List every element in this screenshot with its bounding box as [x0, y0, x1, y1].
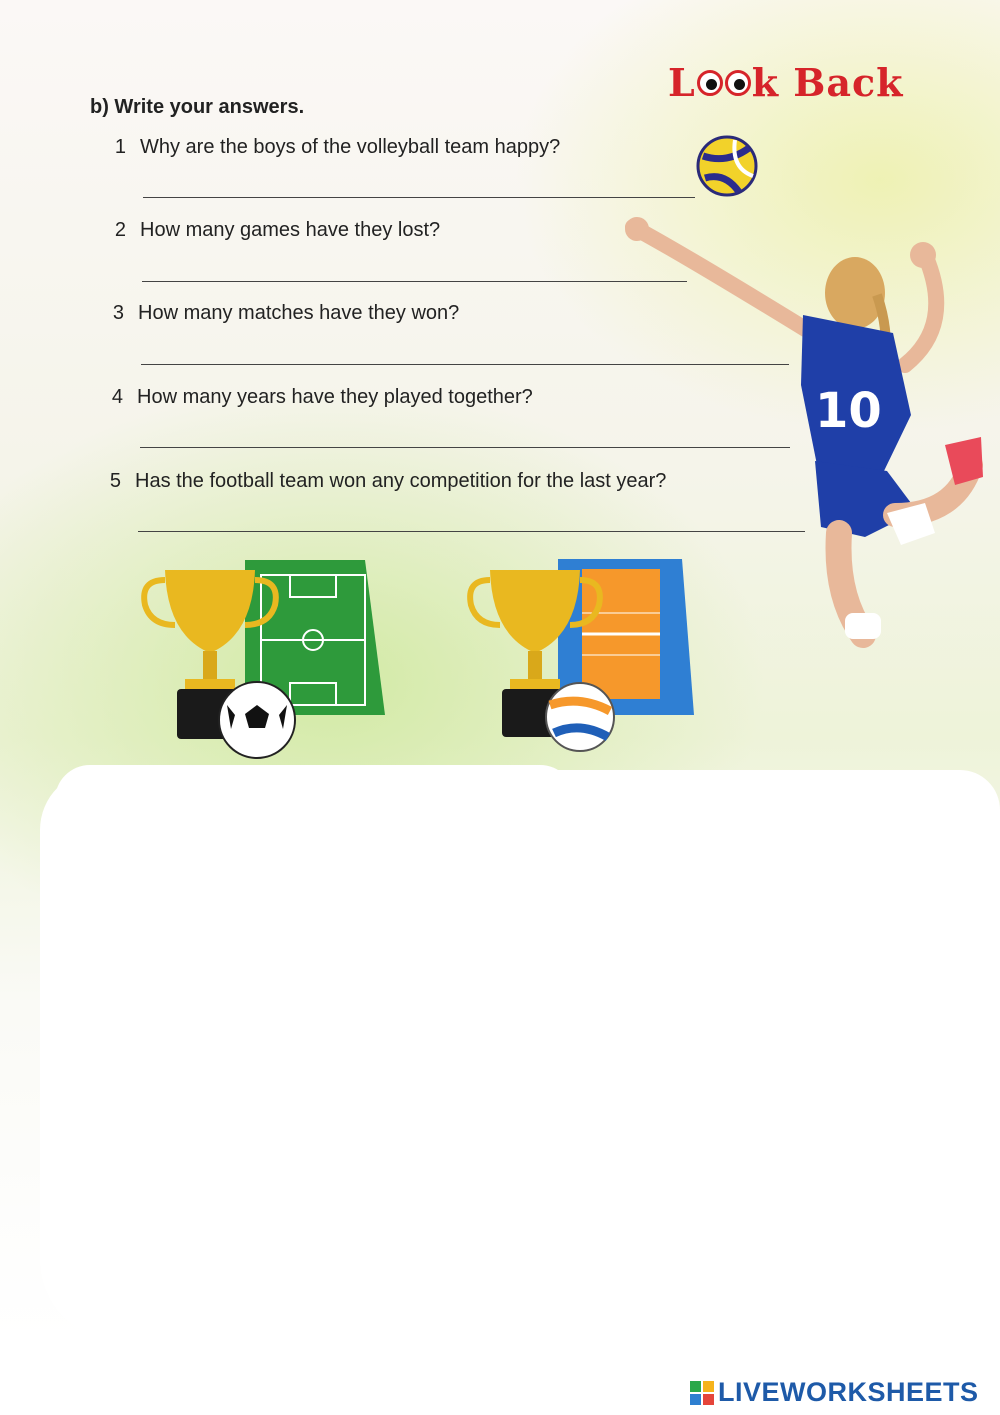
answer-line-1[interactable] [143, 197, 695, 198]
question-4 [107, 386, 533, 409]
volleyball-trophy-illustration [462, 555, 702, 755]
volleyball-icon [695, 134, 759, 198]
question-number: 1 [114, 136, 126, 158]
look-back-heading [668, 60, 903, 105]
liveworksheets-icon [690, 1381, 714, 1405]
question-number: 4 [111, 386, 123, 408]
answer-line-2[interactable] [142, 281, 687, 282]
question-text: How many games have they lost? [140, 219, 441, 241]
question-number: 2 [114, 219, 126, 241]
eye-icon [697, 70, 723, 96]
question-text: Why are the boys of the volleyball team happy? [140, 136, 561, 158]
question-2 [110, 219, 440, 242]
question-text: Has the football team won any competition for the last year? [135, 470, 667, 492]
question-text: How many matches have they won? [138, 302, 460, 324]
section-title: b) Write your answers. [90, 96, 305, 118]
jersey-number: 10 [815, 383, 882, 439]
question-5 [105, 470, 666, 493]
erased-area-top [55, 765, 575, 835]
eye-icon [725, 70, 751, 96]
question-number: 3 [112, 302, 124, 324]
look-back-text: k Back [751, 60, 904, 105]
erased-area [40, 770, 1000, 1340]
look-back-letter: L [668, 60, 696, 105]
question-3 [108, 302, 459, 325]
liveworksheets-brand: LIVEWORKSHEETS [718, 1377, 979, 1407]
question-number: 5 [109, 470, 121, 492]
football-trophy-illustration [135, 555, 395, 765]
liveworksheets-logo [690, 1377, 979, 1408]
question-text: How many years have they played together? [137, 386, 533, 408]
question-1 [110, 136, 560, 159]
